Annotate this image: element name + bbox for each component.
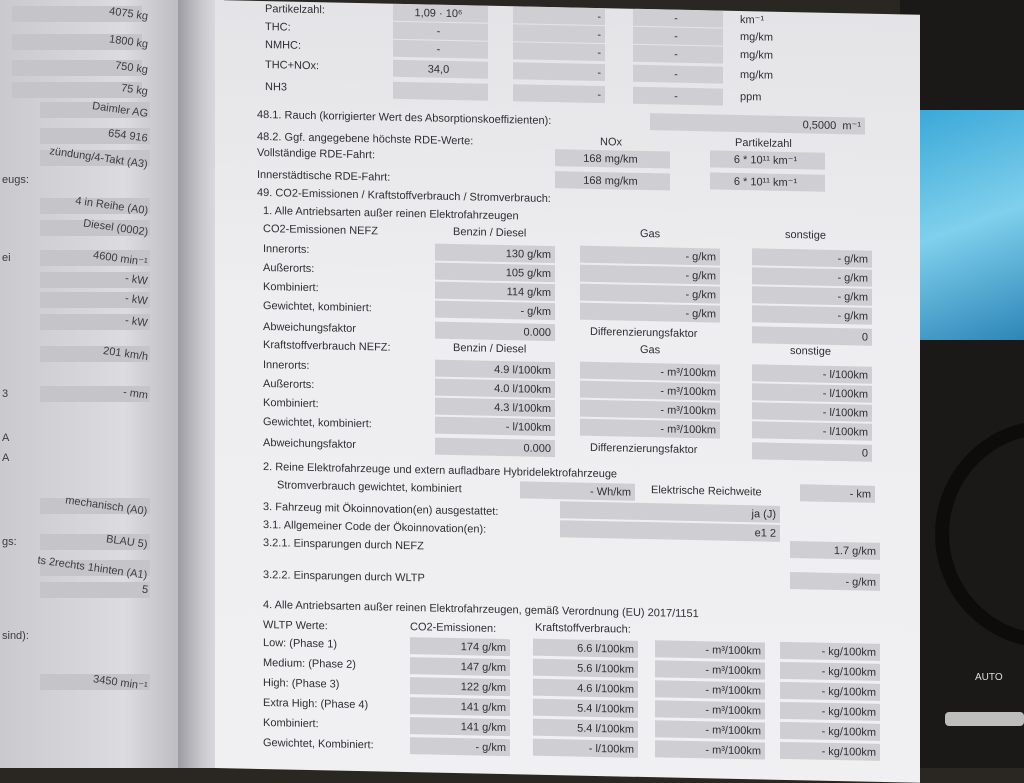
rde-row-pn: 6 * 10¹¹ km⁻¹	[710, 172, 825, 191]
wltp-row-m3: - m³/100km	[655, 660, 765, 679]
top-row-blank: -	[513, 6, 605, 25]
top-row-blank: -	[513, 84, 605, 103]
top-row-blank: -	[513, 62, 605, 81]
rauch-value	[650, 113, 865, 135]
left-row-value: ts 2rechts 1hinten (A1)	[37, 554, 149, 582]
document-page	[215, 0, 920, 783]
wltp-row-m3: - m³/100km	[655, 640, 765, 659]
wltp-row-co2: 122 g/km	[410, 677, 510, 696]
wltp-head-label: WLTP Werte:	[263, 619, 328, 633]
wltp-row-m3: - m³/100km	[655, 680, 765, 699]
wltp-row-label: Low: (Phase 1)	[263, 637, 337, 651]
wltp-row-l: 4.6 l/100km	[533, 679, 638, 698]
fuel-head-label: Kraftstoffverbrauch NEFZ:	[263, 339, 391, 354]
top-row-unit: ppm	[740, 90, 762, 104]
wltp-head-co2: CO2-Emissionen:	[410, 621, 497, 635]
wltp-row-co2: 147 g/km	[410, 657, 510, 676]
left-row-value: 75 kg	[120, 82, 149, 98]
vent-trim	[945, 712, 1024, 726]
fuel-head-benzin: Benzin / Diesel	[453, 341, 527, 356]
rde-row-nox: 168 mg/km	[555, 149, 670, 168]
co2-head-label: CO2-Emissionen NEFZ	[263, 223, 378, 238]
left-row-value: - mm	[122, 386, 149, 402]
left-row-value: 4600 min⁻¹	[92, 249, 149, 269]
wltp-row-co2: 174 g/km	[410, 637, 510, 656]
s49-sub4: 4. Alle Antriebsarten außer reinen Elektrofahrzeugen, gemäß Verordnung (EU) 2017/1151	[263, 599, 699, 621]
left-row-value: 4 in Reihe (A0)	[74, 194, 149, 218]
wltp-row-m3: - m³/100km	[655, 740, 765, 759]
top-row-value: -	[393, 22, 488, 41]
left-row-value: 1800 kg	[108, 33, 149, 51]
left-row-value: - kW	[124, 314, 149, 330]
left-row-value: 5	[141, 583, 149, 597]
rauch-unit: m⁻¹	[842, 120, 861, 133]
row-label: Außerorts:	[263, 378, 315, 392]
row-sonstige: - l/100km	[752, 402, 872, 422]
abw-value: 0.000	[435, 322, 555, 342]
s49-title: 49. CO2-Emissionen / Kraftstoffverbrauch / Stromverbrauch:	[257, 186, 551, 206]
s49-sub3: 3. Fahrzeug mit Ökoinnovation(en) ausgestattet:	[263, 501, 499, 518]
wltp-row-l: 6.6 l/100km	[533, 639, 638, 658]
top-row-unit: mg/km	[740, 68, 773, 82]
left-row-label: gs:	[2, 536, 17, 548]
s49-sub322-value: - g/km	[790, 572, 880, 591]
top-row-blank: -	[513, 42, 605, 61]
rde-pn-header: Partikelzahl	[735, 136, 792, 151]
left-row-value: mechanisch (A0)	[65, 494, 149, 518]
row-sonstige: - g/km	[752, 305, 872, 325]
wltp-row-kg: - kg/100km	[780, 742, 880, 761]
wltp-row-kg: - kg/100km	[780, 702, 880, 721]
top-row-dash: -	[633, 87, 723, 106]
left-row-label: eugs:	[2, 174, 29, 186]
s49-sub2: 2. Reine Elektrofahrzeuge und extern aufladbare Hybridelektrofahrzeuge	[263, 461, 618, 481]
left-row-value: - kW	[124, 272, 149, 288]
wltp-row-l: 5.4 l/100km	[533, 719, 638, 738]
row-gas: - m³/100km	[580, 419, 720, 439]
wltp-row-l: - l/100km	[533, 739, 638, 758]
row-sonstige: - l/100km	[752, 421, 872, 441]
wltp-row-label: High: (Phase 3)	[263, 677, 340, 691]
top-row-value: -	[393, 40, 488, 59]
wltp-row-co2: 141 g/km	[410, 697, 510, 716]
wltp-row-l: 5.6 l/100km	[533, 659, 638, 678]
row-benzin: - g/km	[435, 301, 555, 321]
row-benzin: - l/100km	[435, 417, 555, 437]
s49-sub321: 3.2.1. Einsparungen durch NEFZ	[263, 537, 424, 553]
abw-value: 0.000	[435, 438, 555, 458]
left-row-value: 3450 min⁻¹	[92, 673, 149, 693]
row-gas: - g/km	[580, 284, 720, 304]
top-row-label: NH3	[265, 81, 288, 94]
fuel-head-sonstige: sonstige	[790, 345, 831, 358]
s49-sub322: 3.2.2. Einsparungen durch WLTP	[263, 569, 425, 585]
top-row-dash: -	[633, 65, 723, 84]
rde-row-pn: 6 * 10¹¹ km⁻¹	[710, 150, 825, 169]
co2-head-benzin: Benzin / Diesel	[453, 225, 527, 240]
row-benzin: 4.0 l/100km	[435, 379, 555, 399]
rde-row-label: Innerstädtische RDE-Fahrt:	[257, 168, 391, 184]
left-row-cell	[40, 582, 150, 598]
strom-value: - Wh/km	[520, 481, 635, 500]
top-row-unit: km⁻¹	[740, 13, 765, 27]
abw-label: Abweichungsfaktor	[263, 437, 356, 451]
diff-value: 0	[752, 442, 872, 462]
range-value: - km	[800, 484, 875, 503]
wltp-row-kg: - kg/100km	[780, 662, 880, 681]
row-sonstige: - g/km	[752, 286, 872, 306]
wltp-head-fuel: Kraftstoffverbrauch:	[535, 621, 631, 636]
wltp-row-m3: - m³/100km	[655, 700, 765, 719]
s49-sub1: 1. Alle Antriebsarten außer reinen Elektrofahrzeugen	[263, 205, 519, 223]
row-gas: - g/km	[580, 246, 720, 266]
auto-button-label: AUTO	[975, 672, 1003, 683]
left-row-value: 750 kg	[114, 59, 149, 77]
diff-label: Differenzierungsfaktor	[590, 441, 698, 457]
top-row-dash: -	[633, 27, 723, 46]
row-label: Innerorts:	[263, 243, 310, 256]
row-benzin: 114 g/km	[435, 282, 555, 302]
top-row-unit: mg/km	[740, 48, 773, 62]
left-row-label: A	[2, 452, 10, 464]
diff-value: 0	[752, 326, 872, 346]
row-label: Gewichtet, kombiniert:	[263, 416, 372, 431]
wltp-row-kg: - kg/100km	[780, 722, 880, 741]
row-sonstige: - l/100km	[752, 364, 872, 384]
wltp-row-label: Gewichtet, Kombiniert:	[263, 737, 374, 752]
wltp-row-label: Medium: (Phase 2)	[263, 657, 356, 671]
left-row-value: - kW	[124, 292, 149, 308]
left-row-value: zündung/4-Takt (A3)	[48, 145, 149, 171]
left-page	[0, 0, 178, 768]
wltp-row-label: Extra High: (Phase 4)	[263, 697, 369, 712]
left-row-label: ei	[2, 252, 11, 264]
abw-label: Abweichungsfaktor	[263, 321, 356, 335]
wltp-row-co2: 141 g/km	[410, 717, 510, 736]
wltp-row-co2: - g/km	[410, 737, 510, 756]
top-row-dash: -	[633, 45, 723, 64]
rde-row-nox: 168 mg/km	[555, 171, 670, 190]
row-benzin: 130 g/km	[435, 244, 555, 264]
left-row-label: 3	[2, 388, 9, 400]
left-row-value: 201 km/h	[102, 344, 149, 364]
row-gas: - m³/100km	[580, 362, 720, 382]
top-row-label: NMHC:	[265, 39, 302, 52]
left-row-value: 654 916	[107, 127, 149, 145]
s49-sub31: 3.1. Allgemeiner Code der Ökoinnovation(en):	[263, 519, 487, 536]
left-row-value: BLAU 5)	[105, 533, 149, 551]
rde-label: 48.2. Ggf. angegebene höchste RDE-Werte:	[257, 130, 474, 148]
rde-nox-header: NOx	[600, 136, 622, 149]
top-row-dash: -	[633, 9, 723, 28]
co2-head-sonstige: sonstige	[785, 228, 826, 242]
wltp-row-kg: - kg/100km	[780, 682, 880, 701]
left-row-label: A	[2, 432, 10, 444]
row-gas: - g/km	[580, 265, 720, 285]
row-gas: - m³/100km	[580, 381, 720, 401]
row-label: Innerorts:	[263, 359, 310, 372]
s49-sub31-value: e1 2	[560, 520, 780, 542]
s49-sub321-value: 1.7 g/km	[790, 541, 880, 560]
infotainment-screen	[915, 110, 1024, 340]
row-sonstige: - g/km	[752, 248, 872, 268]
top-row-label: THC+NOx:	[265, 59, 320, 73]
row-label: Kombiniert:	[263, 281, 319, 295]
row-label: Außerorts:	[263, 262, 315, 276]
top-row-unit: mg/km	[740, 30, 773, 44]
wltp-row-l: 5.4 l/100km	[533, 699, 638, 718]
strom-label: Stromverbrauch gewichtet, kombiniert	[277, 479, 462, 496]
wltp-row-label: Kombiniert:	[263, 717, 319, 731]
s49-sub3-value: ja (J)	[560, 501, 780, 523]
top-row-label: THC:	[265, 21, 291, 34]
left-row-value: Daimler AG	[91, 100, 149, 120]
row-benzin: 4.3 l/100km	[435, 398, 555, 418]
rauch-number: 0,5000	[802, 118, 837, 132]
top-row-value: 34,0	[393, 60, 488, 79]
row-benzin: 4.9 l/100km	[435, 360, 555, 380]
left-row-value: 4075 kg	[108, 5, 149, 23]
wltp-row-m3: - m³/100km	[655, 720, 765, 739]
row-benzin: 105 g/km	[435, 263, 555, 283]
row-label: Kombiniert:	[263, 397, 319, 411]
co2-head-gas: Gas	[640, 227, 661, 241]
rauch-label: 48.1. Rauch (korrigierter Wert des Absorptionskoeffizienten):	[257, 108, 552, 128]
wltp-row-kg: - kg/100km	[780, 642, 880, 661]
diff-label: Differenzierungsfaktor	[590, 325, 698, 341]
row-gas: - m³/100km	[580, 400, 720, 420]
row-sonstige: - l/100km	[752, 383, 872, 403]
row-label: Gewichtet, kombiniert:	[263, 300, 372, 315]
top-row-value: 1,09 · 10⁶	[393, 4, 488, 23]
left-row-label: sind):	[2, 630, 29, 642]
top-row-blank: -	[513, 24, 605, 43]
row-gas: - g/km	[580, 303, 720, 323]
range-label: Elektrische Reichweite	[651, 484, 762, 499]
top-row-value	[393, 82, 488, 101]
row-sonstige: - g/km	[752, 267, 872, 287]
left-row-value: Diesel (0002)	[82, 217, 149, 239]
top-row-label: Partikelzahl:	[265, 3, 325, 17]
rde-row-label: Vollständige RDE-Fahrt:	[257, 146, 375, 162]
fuel-head-gas: Gas	[640, 343, 661, 357]
